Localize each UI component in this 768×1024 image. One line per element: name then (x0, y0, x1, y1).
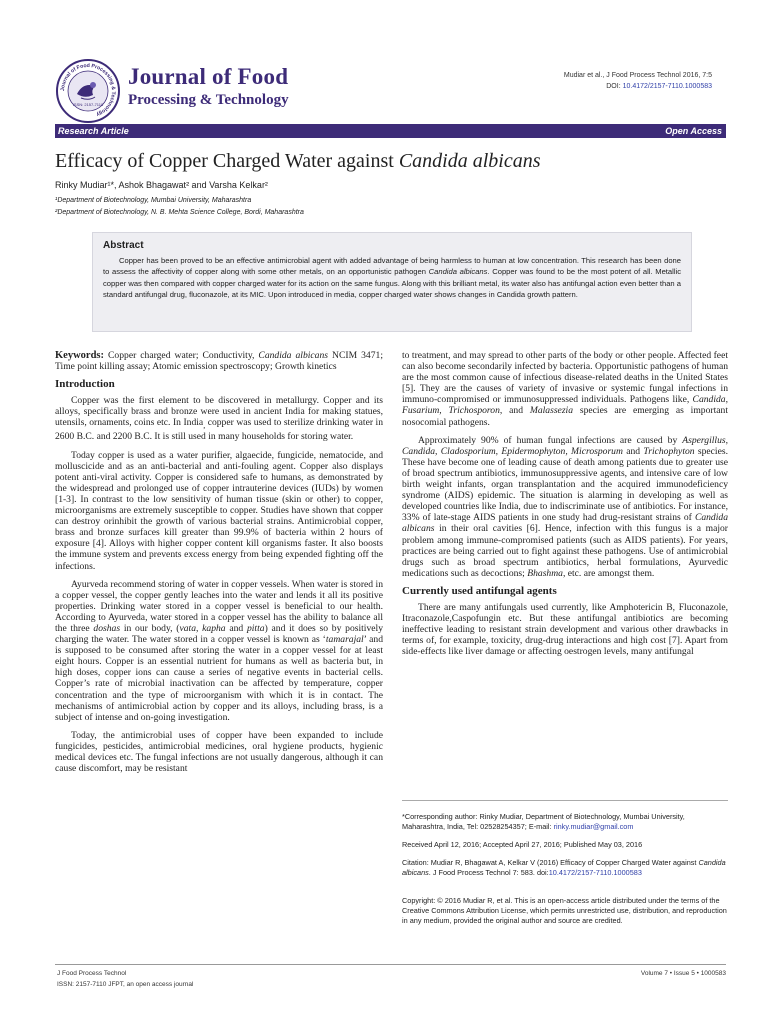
journal-subtitle: Processing & Technology (128, 92, 289, 108)
journal-logo (55, 58, 121, 124)
author-list: Rinky Mudiar¹*, Ashok Bhagawat² and Varsha Kelkar² (55, 180, 268, 190)
footer-journal-info (57, 968, 193, 990)
keywords: Keywords: Copper charged water; Conductivity, Candida albicans NCIM 3471; Time point killing assay; Atomic emission spectroscopy; Growth kinetics (55, 350, 383, 373)
footnote-divider (402, 800, 728, 801)
article-type: Research Article (58, 126, 129, 136)
copyright-note: Copyright: © 2016 Mudiar R, et al. This is an open-access article distributed under the terms of the Creative Commons Attribution License, which permits unrestricted use, distribution, and reproduction in any medium, provided the original author and source are credited. (402, 896, 727, 925)
doi-label: DOI: (606, 83, 623, 90)
col2-paragraph-2: Approximately 90% of human fungal infections are caused by Aspergillus, Candida, Cladosporium, Epidermophyton, Microsporum and Trichophyton species. These have become one of leading cause of death among patients due to greater use of broad spectrum antibiotics, immunosuppressive agents, and intensive care of low birth weight infants, organ transplantation and the acquired immunodeficiency syndrome (AIDS) epidemic. The situation is alarming in developing as well as developed countries like India, due to indiscriminate use of antibiotics. For instance, 33% of late-stage AIDS patients in one study had drug-resistant strains of Candida albicans in their oral cavities [6]. Hence, infection with this fungus is a major problem among immune-compromised patients (such as AIDS patients). For years, practices are being carried out to fight against these pathogens. Use of antimicrobial drugs such as broad spectrum antibiotics, herbal formulations, Ayurvedic medications such as decoctions; Bhashma, etc. are amongst them. (402, 434, 728, 579)
citation-doi-link[interactable]: 10.4172/2157-7110.1000583 (548, 868, 642, 877)
abstract-heading: Abstract (103, 240, 144, 251)
right-column (402, 350, 728, 664)
article-dates: Received April 12, 2016; Accepted April 27, 2016; Published May 03, 2016 (402, 840, 643, 849)
abstract-text: Copper has been proved to be an effective antimicrobial agent with added advantage of being harmless to human at low concentration. This research has been done to assess the affectivity of copper along with some other metals, on an opportunistic pathogen Candida albicans. Copper was found to be the most potent of all. Metallic copper was then compared with copper charged water for its action on the same fungus. Along with this brilliant metal, its water also has antifungal action even better than a standard antifungal drug, fluconazole, at its MIC. Upon introduced in media, copper charged water shows changes in Candida growth pattern. (103, 256, 682, 299)
intro-paragraph-4: Today, the antimicrobial uses of copper have been expanded to include fungicides, pesticides, antimicrobial medicines, oral hygiene products, hygienic medical devices etc. The fungal infections are not usually dangerous, although it can cause discomfort, may be resistant (55, 729, 383, 775)
journal-title: Journal of Food (128, 64, 289, 89)
affiliation-1: ¹Department of Biotechnology, Mumbai University, Maharashtra (55, 197, 252, 204)
doi-link[interactable]: 10.4172/2157-7110.1000583 (622, 83, 712, 90)
affiliation-2: ²Department of Biotechnology, N. B. Mehta Science College, Bordi, Maharashtra (55, 209, 304, 216)
footer-issn: ISSN: 2157-7110 JFPT, an open access journal (57, 981, 194, 988)
open-access-label: Open Access (665, 126, 722, 136)
intro-paragraph-1: Copper was the first element to be discovered in metallurgy. Copper and its alloys, specifically brass and bronze were used in ancient India for making statues, utensils, ornaments, coins etc. In India$_,$ copper was used to sterilize drinking water in 2600 B.C. and 2200 B.C. It is still used in many households for storing water. (55, 395, 383, 443)
introduction-heading: Introduction (55, 378, 115, 391)
col2-paragraph-1: to treatment, and may spread to other parts of the body or other people. Affected feet can also become secondarily infected by bacteria. Opportunistic pathogens of human are the most common cause of infectious disease-related deaths in the United States [5]. They are the causes of variety of invasive or systemic fungal infections in immuno-compromised or immunosuppressed individuals. Pathogens like, Candida, Fusarium, Trichosporon, and Malassezia species are emerging as important nosocomial pathogens. (402, 350, 728, 428)
footer-journal: J Food Process Technol (57, 970, 127, 977)
abstract-box (92, 232, 692, 332)
logo-issn: ISSN: 2157-7110 (72, 102, 104, 107)
citation-line: Mudiar et al., J Food Process Technol 2016, 7:5 (563, 72, 712, 79)
footer-volume: Volume 7 • Issue 5 • 1000583 (640, 970, 726, 977)
antifungal-heading: Currently used antifungal agents (402, 584, 557, 597)
corresponding-author: *Corresponding author: Rinky Mudiar, Department of Biotechnology, Mumbai University, Maharashtra, India, Tel: 02528254357; E-mail: rinky.mudiar@gmail.com (402, 812, 685, 831)
logo-ring-text: Journal of Food Processing & Technology (59, 62, 117, 118)
article-type-band (55, 124, 726, 138)
citation-header (564, 70, 712, 92)
intro-paragraph-3: Ayurveda recommend storing of water in copper vessels. When water is stored in a copper vessel, the copper gently leaches into the water and lends it all its positive properties. Drinking water stored in a copper vessel is beneficial to our health. According to Ayurveda, water stored in a copper vessel has the ability to balance all the three doshas in our body, (vata, kapha and pitta) and it does so by positively charging the water. The water stored in a copper vessel is known as ‘tamarajal’ and is supposed to be consumed after storing the water in a copper vessel for at least eight hours. Copper is an essential nutrient for humans as well as bacteria but, in high doses, copper ions can cause a series of negative events in bacterial cells. Copper’s rate of microbial inactivation can be affected by temperature, copper concentration and the type of microorganism with which it is in contact. The mechanisms of antimicrobial action by copper and its alloys, including brass, is a subject of intense and on-going investigation. (55, 578, 384, 723)
left-column (55, 350, 383, 781)
article-title: Efficacy of Copper Charged Water against Candida albicans (55, 150, 541, 172)
author-email-link[interactable]: rinky.mudiar@gmail.com (553, 822, 634, 831)
col2-paragraph-3: There are many antifungals used currently, like Amphotericin B, Fluconazole, Itraconazole,Caspofungin etc. But these antifungal antibiotics are becoming ineffective leading to resistant strain development and various other drawbacks in terms of, for example, toxicity, drug-drug interactions and high cost [7]. Apart from side-effects like liver damage or affecting oestrogen levels, many antifungal (402, 601, 728, 658)
citation-note: Citation: Mudiar R, Bhagawat A, Kelkar V (2016) Efficacy of Copper Charged Water against Candida albicans. J Food Process Technol 7: 583. doi:10.4172/2157-7110.1000583 (402, 858, 726, 877)
intro-paragraph-2: Today copper is used as a water purifier, algaecide, fungicide, nematocide, and molluscicide and as an anti-bacterial and anti-fouling agent. Copper also displays potent anti-viral activity. Copper is considered safe to humans, as demonstrated by the widespread and prolonged use of copper intrauterine devices (IUDs) by women [1-3]. In contrast to the low sensitivity of human tissue (skin or other) to copper, microorganisms are extremely susceptible to copper. Studies have shown that copper can destroy orinhibit the growth of various bacterial strains. Antimicrobial copper, brass and bronze surfaces kill greater than 99.9% of bacteria within 2 hours of exposure [4]. Alloys with higher copper content kill organisms faster. It also boosts the immune system and prevents excess energy from being expended fighting off the infections. (55, 449, 383, 572)
footer-divider (55, 964, 726, 965)
